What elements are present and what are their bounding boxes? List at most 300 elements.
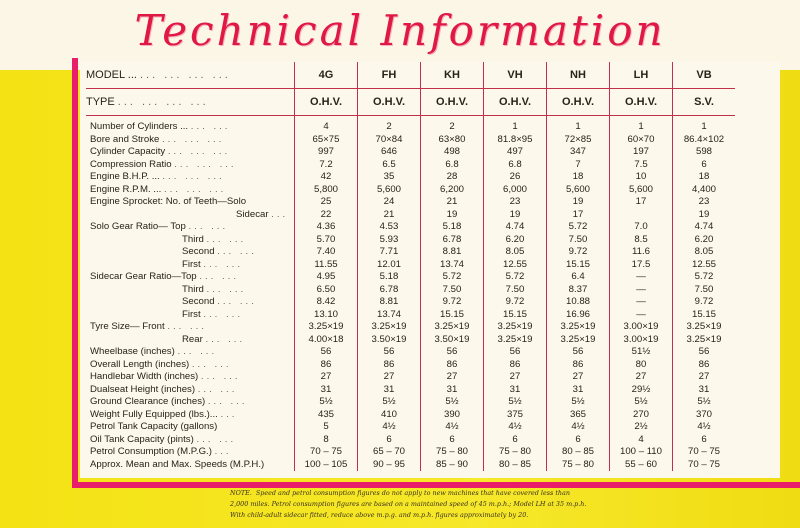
table-cell: 7.5 bbox=[610, 159, 673, 172]
leader-dots: ... ... ... bbox=[162, 171, 225, 182]
table-row bbox=[86, 184, 735, 197]
table-cell: 5.72 bbox=[547, 221, 610, 234]
table-cell: — bbox=[610, 296, 673, 309]
row-label bbox=[86, 421, 295, 434]
table-cell: 29½ bbox=[610, 384, 673, 397]
table-cell: 390 bbox=[421, 409, 484, 422]
table-cell: 63×80 bbox=[421, 134, 484, 147]
leader-dots: ... ... bbox=[190, 121, 231, 132]
table-cell: 7.71 bbox=[358, 246, 421, 259]
table-cell: 70 – 75 bbox=[295, 446, 358, 459]
row-label bbox=[86, 62, 295, 89]
table-cell: 4½ bbox=[358, 421, 421, 434]
table-cell: 6.20 bbox=[673, 234, 736, 247]
table-cell: 197 bbox=[610, 146, 673, 159]
table-cell: 86 bbox=[358, 359, 421, 372]
table-cell: 23 bbox=[484, 196, 547, 209]
row-label-text: Sidecar Gear Ratio—Top bbox=[90, 271, 197, 282]
table-cell: 8.37 bbox=[547, 284, 610, 297]
table-cell: 370 bbox=[673, 409, 736, 422]
table-cell: 86 bbox=[547, 359, 610, 372]
table-cell: 6.20 bbox=[484, 234, 547, 247]
table-cell: — bbox=[610, 309, 673, 322]
table-cell: 70 – 75 bbox=[673, 459, 736, 472]
table-row bbox=[86, 296, 735, 309]
table-cell: 3.25×19 bbox=[484, 321, 547, 334]
leader-dots: ... ... bbox=[203, 308, 243, 320]
table-cell: 3.25×19 bbox=[295, 321, 358, 334]
row-label-text: Cylinder Capacity bbox=[90, 146, 166, 157]
table-cell: 3.00×19 bbox=[610, 334, 673, 347]
table-row bbox=[86, 396, 735, 409]
table-cell: 5.72 bbox=[421, 271, 484, 284]
table-cell: 2 bbox=[421, 121, 484, 134]
table-row bbox=[86, 196, 735, 209]
table-cell: 86.4×102 bbox=[673, 134, 736, 147]
table-cell: 31 bbox=[547, 384, 610, 397]
table-cell: 4.36 bbox=[295, 221, 358, 234]
row-label-text: Overall Length (inches) bbox=[90, 358, 190, 370]
table-cell: 4,400 bbox=[673, 184, 736, 197]
row-label-text: Compression Ratio bbox=[90, 158, 172, 170]
table-cell: 4 bbox=[295, 121, 358, 134]
table-cell: 6 bbox=[547, 434, 610, 447]
table-row bbox=[86, 221, 735, 234]
table-cell: 7.50 bbox=[673, 284, 736, 297]
row-label bbox=[86, 309, 295, 322]
header-cell: O.H.V. bbox=[484, 89, 547, 116]
table-cell: 86 bbox=[421, 359, 484, 372]
table-cell: 56 bbox=[673, 346, 736, 359]
table-cell: 6 bbox=[673, 159, 736, 172]
table-cell: 6 bbox=[484, 434, 547, 447]
table-cell: 31 bbox=[295, 384, 358, 397]
table-cell: 19 bbox=[421, 209, 484, 222]
table-cell: 1 bbox=[673, 121, 736, 134]
table-cell: 35 bbox=[358, 171, 421, 184]
table-cell: 7.2 bbox=[295, 159, 358, 172]
table-cell: 5.72 bbox=[673, 271, 736, 284]
table-cell: 3.25×19 bbox=[547, 334, 610, 347]
row-label-text: Petrol Tank Capacity (gallons) bbox=[90, 421, 218, 432]
table-cell: 17.5 bbox=[610, 259, 673, 272]
table-cell: 7.50 bbox=[484, 284, 547, 297]
table-cell: 5½ bbox=[295, 396, 358, 409]
table-cell: 80 bbox=[610, 359, 673, 372]
row-label-text: Wheelbase (inches) bbox=[90, 346, 175, 357]
table-cell: 56 bbox=[421, 346, 484, 359]
table-cell: 15.15 bbox=[484, 309, 547, 322]
table-cell: 5.18 bbox=[421, 221, 484, 234]
table-cell: 365 bbox=[547, 409, 610, 422]
technical-table bbox=[86, 62, 735, 471]
table-cell: 5½ bbox=[547, 396, 610, 409]
row-label-text: Rear bbox=[182, 333, 203, 345]
row-label bbox=[86, 221, 295, 234]
table-cell: 60×70 bbox=[610, 134, 673, 147]
note-prefix: NOTE. bbox=[230, 489, 252, 497]
row-label-text: Engine Sprocket: No. of Teeth—Solo bbox=[90, 196, 247, 207]
table-cell: 6.5 bbox=[358, 159, 421, 172]
table-cell: 6.4 bbox=[547, 271, 610, 284]
table-cell: 31 bbox=[673, 384, 736, 397]
row-label bbox=[86, 409, 295, 422]
table-row bbox=[86, 284, 735, 297]
leader-dots: ... ... ... bbox=[163, 183, 227, 195]
row-label bbox=[86, 196, 295, 209]
table-cell: 5,600 bbox=[610, 184, 673, 197]
table-cell: 51½ bbox=[610, 346, 673, 359]
row-label-text: Sidecar bbox=[236, 208, 269, 220]
table-cell: 15.15 bbox=[547, 259, 610, 272]
row-label-text: Bore and Stroke bbox=[90, 133, 160, 145]
table-cell: 26 bbox=[484, 171, 547, 184]
row-label-text: Ground Clearance (inches) bbox=[90, 396, 206, 407]
table-cell: 8.05 bbox=[673, 246, 736, 259]
table-cell: 8.42 bbox=[295, 296, 358, 309]
table-cell: 6.8 bbox=[421, 159, 484, 172]
leader-dots: ... ... bbox=[167, 321, 207, 332]
table-cell: 13.74 bbox=[421, 259, 484, 272]
table-row bbox=[86, 434, 735, 447]
table-cell: 1 bbox=[547, 121, 610, 134]
table-cell: 498 bbox=[421, 146, 484, 159]
row-label-text: Handlebar Width (inches) bbox=[90, 371, 199, 382]
table-cell: 55 – 60 bbox=[610, 459, 673, 472]
leader-dots: ... ... bbox=[207, 396, 248, 407]
table-row bbox=[86, 384, 735, 397]
table-row bbox=[86, 171, 735, 184]
table-cell: 9.72 bbox=[484, 296, 547, 309]
row-label bbox=[86, 121, 295, 134]
table-row bbox=[86, 121, 735, 134]
table-cell: 5,600 bbox=[547, 184, 610, 197]
table-cell: 80 – 85 bbox=[547, 446, 610, 459]
table-cell: 28 bbox=[421, 171, 484, 184]
table-cell: 4½ bbox=[547, 421, 610, 434]
table-row bbox=[86, 346, 735, 359]
leader-dots: ... ... bbox=[217, 246, 257, 257]
table-cell: 13.74 bbox=[358, 309, 421, 322]
row-label-text: Number of Cylinders ... bbox=[90, 121, 189, 132]
table-row bbox=[86, 134, 735, 147]
table-cell: 9.72 bbox=[421, 296, 484, 309]
table-cell: 1 bbox=[484, 121, 547, 134]
table-cell: 86 bbox=[484, 359, 547, 372]
table-cell: 4.95 bbox=[295, 271, 358, 284]
table-cell: 19 bbox=[673, 209, 736, 222]
table-cell: 15.15 bbox=[421, 309, 484, 322]
row-label-text: Oil Tank Capacity (pints) bbox=[90, 433, 194, 445]
leader-dots: ... ... bbox=[197, 383, 238, 395]
table-cell: 17 bbox=[610, 196, 673, 209]
table-cell: 997 bbox=[295, 146, 358, 159]
table-cell: 100 – 110 bbox=[610, 446, 673, 459]
table-cell: 11.6 bbox=[610, 246, 673, 259]
table-cell: 3.50×19 bbox=[358, 334, 421, 347]
table-cell: 65×75 bbox=[295, 134, 358, 147]
table-cell: 100 – 105 bbox=[295, 459, 358, 472]
table-row bbox=[86, 259, 735, 272]
table-cell: 27 bbox=[484, 371, 547, 384]
table-cell: 410 bbox=[358, 409, 421, 422]
row-label bbox=[86, 359, 295, 372]
table-cell: 56 bbox=[358, 346, 421, 359]
table-cell: 8.05 bbox=[484, 246, 547, 259]
table-cell: 5.70 bbox=[295, 234, 358, 247]
table-cell: 18 bbox=[673, 171, 736, 184]
table-cell: 270 bbox=[610, 409, 673, 422]
table-cell: 6.8 bbox=[484, 159, 547, 172]
table-cell: 42 bbox=[295, 171, 358, 184]
table-cell: 6.78 bbox=[358, 284, 421, 297]
table-cell: 8.81 bbox=[358, 296, 421, 309]
leader-dots: ... ... bbox=[206, 233, 247, 245]
table-row bbox=[86, 359, 735, 372]
leader-dots: ... ... ... bbox=[162, 133, 225, 145]
table-cell: 6.50 bbox=[295, 284, 358, 297]
leader-dots: ... ... bbox=[188, 221, 229, 232]
header-cell: KH bbox=[421, 62, 484, 89]
table-cell: 7.50 bbox=[421, 284, 484, 297]
row-label bbox=[86, 246, 295, 259]
table-cell: 27 bbox=[547, 371, 610, 384]
table-cell: 4½ bbox=[421, 421, 484, 434]
page-title: Technical Information bbox=[134, 6, 666, 55]
leader-dots: ... ... bbox=[200, 371, 241, 382]
table-cell: 31 bbox=[484, 384, 547, 397]
row-label-text: Tyre Size— Front bbox=[90, 321, 165, 332]
table-cell: 31 bbox=[358, 384, 421, 397]
row-label-text: Solo Gear Ratio— Top bbox=[90, 221, 186, 232]
table-cell: 3.25×19 bbox=[421, 321, 484, 334]
table-row bbox=[86, 321, 735, 334]
table-cell: 18 bbox=[547, 171, 610, 184]
table-cell: 27 bbox=[358, 371, 421, 384]
row-label-text: Engine R.P.M. ... bbox=[90, 183, 162, 195]
table-cell: 6 bbox=[673, 434, 736, 447]
note-line-3: With child-adult sidecar fitted, reduce above m.p.g. and m.p.h. figures approximately by 20. bbox=[230, 511, 529, 519]
row-label bbox=[86, 209, 295, 222]
leader-dots: ... ... bbox=[205, 333, 246, 345]
header-cell: 4G bbox=[295, 62, 358, 89]
table-cell: 10.88 bbox=[547, 296, 610, 309]
table-cell: 5,800 bbox=[295, 184, 358, 197]
row-label bbox=[86, 284, 295, 297]
row-label bbox=[86, 321, 295, 334]
table-cell: 75 – 80 bbox=[547, 459, 610, 472]
header-cell: VH bbox=[484, 62, 547, 89]
table-cell: 3.25×19 bbox=[484, 334, 547, 347]
note-line-2: 2,000 miles. Petrol consumption figures are based on a maintained speed of 45 m.p.h.; Model LH at 35 m.p.h. bbox=[230, 500, 587, 508]
row-label bbox=[86, 89, 295, 116]
table-cell: 8.5 bbox=[610, 234, 673, 247]
row-label bbox=[86, 134, 295, 147]
table-cell: 497 bbox=[484, 146, 547, 159]
table-cell: 9.72 bbox=[547, 246, 610, 259]
table-cell: 70×84 bbox=[358, 134, 421, 147]
table-cell: 86 bbox=[673, 359, 736, 372]
table-cell: 5.93 bbox=[358, 234, 421, 247]
row-label-text: First bbox=[182, 258, 201, 270]
table-cell: 7.50 bbox=[547, 234, 610, 247]
table-cell: 19 bbox=[547, 196, 610, 209]
table-cell: 19 bbox=[484, 209, 547, 222]
table-cell: 598 bbox=[673, 146, 736, 159]
table-cell: 25 bbox=[295, 196, 358, 209]
header-cell: O.H.V. bbox=[358, 89, 421, 116]
table-row bbox=[86, 246, 735, 259]
table-cell: 5½ bbox=[673, 396, 736, 409]
row-label bbox=[86, 159, 295, 172]
table-cell: 75 – 80 bbox=[421, 446, 484, 459]
table-cell: — bbox=[610, 271, 673, 284]
row-label bbox=[86, 296, 295, 309]
leader-dots: ... ... ... bbox=[174, 158, 237, 170]
table-row bbox=[86, 371, 735, 384]
table-header-rows bbox=[86, 62, 735, 116]
header-cell: S.V. bbox=[673, 89, 736, 116]
leader-dots: ... bbox=[271, 208, 289, 220]
table-cell: 3.25×19 bbox=[673, 334, 736, 347]
table-cell: 12.55 bbox=[673, 259, 736, 272]
row-label bbox=[86, 271, 295, 284]
row-label bbox=[86, 334, 295, 347]
row-label-text: Third bbox=[182, 283, 204, 295]
row-label-text: Dualseat Height (inches) bbox=[90, 383, 196, 395]
table-cell: 21 bbox=[358, 209, 421, 222]
table-cell: 85 – 90 bbox=[421, 459, 484, 472]
row-label bbox=[86, 459, 295, 472]
table-cell: 72×85 bbox=[547, 134, 610, 147]
table-cell: 31 bbox=[421, 384, 484, 397]
table-cell: 11.55 bbox=[295, 259, 358, 272]
table-cell: 4 bbox=[610, 434, 673, 447]
model-row bbox=[86, 62, 735, 89]
table-cell: 5.72 bbox=[484, 271, 547, 284]
table-cell: 3.50×19 bbox=[421, 334, 484, 347]
table-cell: 7.0 bbox=[610, 221, 673, 234]
leader-dots: ... ... bbox=[177, 346, 218, 357]
table-cell: — bbox=[610, 284, 673, 297]
table-row bbox=[86, 271, 735, 284]
table-cell: 5½ bbox=[610, 396, 673, 409]
table-cell: 27 bbox=[673, 371, 736, 384]
row-label-text: Second bbox=[182, 296, 215, 307]
leader-dots: ... bbox=[220, 408, 238, 420]
table-body bbox=[86, 116, 735, 472]
leader-dots: ... ... bbox=[217, 296, 257, 307]
table-cell: 10 bbox=[610, 171, 673, 184]
table-cell: 6.78 bbox=[421, 234, 484, 247]
row-label bbox=[86, 434, 295, 447]
leader-dots: ... ... bbox=[199, 271, 239, 282]
row-label bbox=[86, 384, 295, 397]
table-cell: 375 bbox=[484, 409, 547, 422]
table-row bbox=[86, 409, 735, 422]
table-row bbox=[86, 421, 735, 434]
table-cell: 2½ bbox=[610, 421, 673, 434]
table-cell: 4½ bbox=[673, 421, 736, 434]
table-cell: 7 bbox=[547, 159, 610, 172]
table-cell: 4.00×18 bbox=[295, 334, 358, 347]
leader-dots: ... ... bbox=[203, 258, 243, 270]
table-cell: 6,200 bbox=[421, 184, 484, 197]
table-cell: 5½ bbox=[421, 396, 484, 409]
table-row bbox=[86, 146, 735, 159]
table-cell: 23 bbox=[673, 196, 736, 209]
table-cell: 3.25×19 bbox=[673, 321, 736, 334]
row-label bbox=[86, 234, 295, 247]
leader-dots: ... ... ... ... bbox=[140, 69, 231, 81]
table-row bbox=[86, 309, 735, 322]
header-cell: LH bbox=[610, 62, 673, 89]
table-row bbox=[86, 159, 735, 172]
table-row bbox=[86, 234, 735, 247]
row-label bbox=[86, 184, 295, 197]
table-cell: 4.74 bbox=[484, 221, 547, 234]
table-cell: 86 bbox=[295, 359, 358, 372]
table-cell: 81.8×95 bbox=[484, 134, 547, 147]
table-cell: 6,000 bbox=[484, 184, 547, 197]
table-row bbox=[86, 446, 735, 459]
row-label-text: Engine B.H.P. ... bbox=[90, 171, 160, 182]
header-cell: O.H.V. bbox=[547, 89, 610, 116]
table-cell: 5,600 bbox=[358, 184, 421, 197]
table-cell: 75 – 80 bbox=[484, 446, 547, 459]
table-cell: 5½ bbox=[358, 396, 421, 409]
row-label bbox=[86, 446, 295, 459]
leader-dots: ... ... bbox=[206, 283, 247, 295]
header-cell: FH bbox=[358, 62, 421, 89]
table-cell: 1 bbox=[610, 121, 673, 134]
table-cell: 17 bbox=[547, 209, 610, 222]
table-cell: 12.01 bbox=[358, 259, 421, 272]
row-label bbox=[86, 171, 295, 184]
table-row bbox=[86, 334, 735, 347]
table-cell: 3.25×19 bbox=[358, 321, 421, 334]
leader-dots: ... ... bbox=[191, 358, 232, 370]
note-line-1: Speed and petrol consumption figures do not apply to new machines that have covered less than bbox=[255, 489, 570, 497]
header-cell: O.H.V. bbox=[421, 89, 484, 116]
table-cell: 2 bbox=[358, 121, 421, 134]
header-cell: NH bbox=[547, 62, 610, 89]
table-cell: 4½ bbox=[484, 421, 547, 434]
table-cell: 70 – 75 bbox=[673, 446, 736, 459]
table-cell: 56 bbox=[484, 346, 547, 359]
table-cell: 6 bbox=[421, 434, 484, 447]
type-row bbox=[86, 89, 735, 116]
row-label bbox=[86, 146, 295, 159]
table-cell: 16.96 bbox=[547, 309, 610, 322]
table-cell: 8.81 bbox=[421, 246, 484, 259]
table-cell: 3.00×19 bbox=[610, 321, 673, 334]
table-cell: 4.74 bbox=[673, 221, 736, 234]
header-cell: VB bbox=[673, 62, 736, 89]
leader-dots: ... bbox=[214, 446, 232, 457]
row-label-text: Weight Fully Equipped (lbs.)... bbox=[90, 408, 218, 420]
table-cell: 56 bbox=[295, 346, 358, 359]
row-label-text: MODEL ... bbox=[86, 69, 137, 81]
leader-dots: ... ... bbox=[196, 433, 237, 445]
row-label bbox=[86, 396, 295, 409]
table-cell: 27 bbox=[610, 371, 673, 384]
table-cell: 90 – 95 bbox=[358, 459, 421, 472]
table-cell: 347 bbox=[547, 146, 610, 159]
table-row bbox=[86, 209, 735, 222]
row-label-text: Second bbox=[182, 246, 215, 257]
table-cell: 27 bbox=[421, 371, 484, 384]
